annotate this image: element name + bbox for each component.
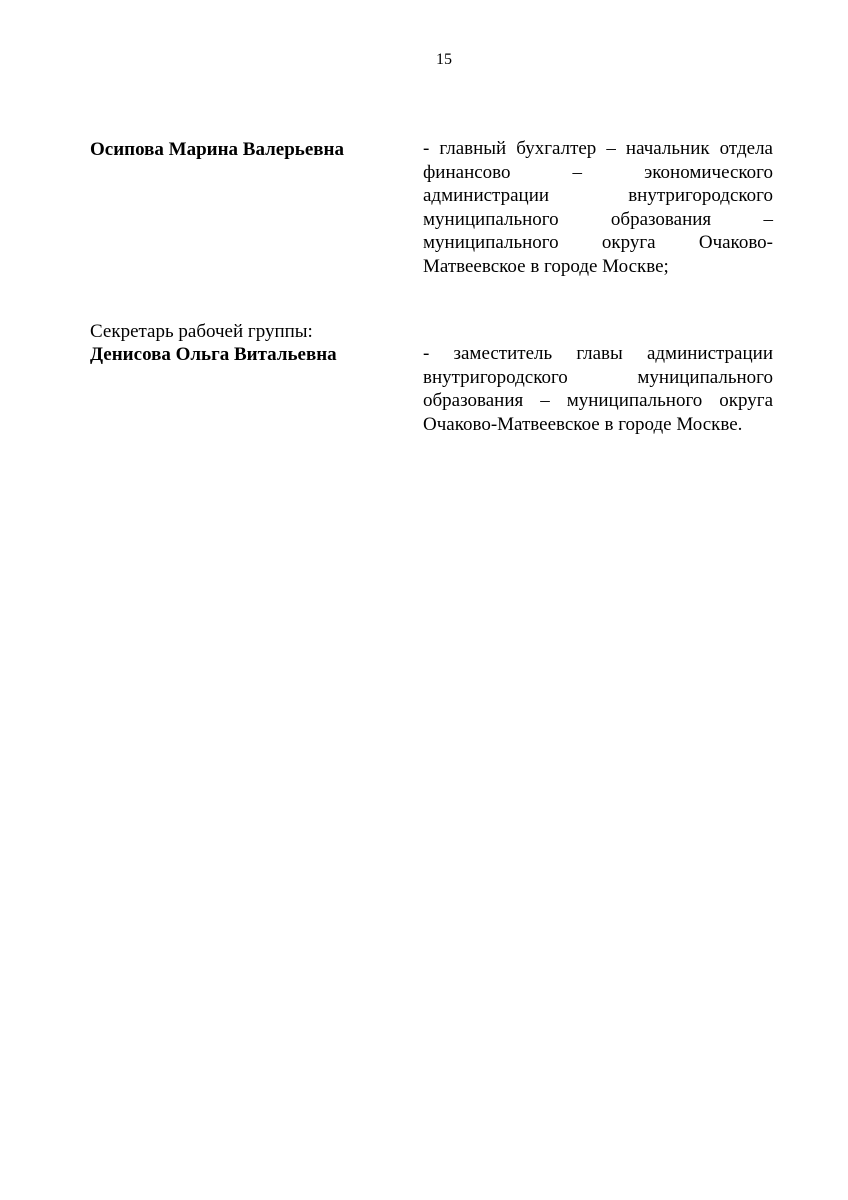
secretary-label: Секретарь рабочей группы: (90, 321, 313, 342)
member-name: Осипова Марина Валерьевна (90, 139, 344, 160)
description-line: муниципального округа Очаково- (423, 232, 773, 254)
member-description (423, 137, 773, 279)
description-line: муниципального образования – (423, 208, 773, 230)
description-line: Очаково-Матвеевское в городе Москве. (423, 413, 743, 435)
secretary-description (423, 342, 773, 436)
description-line: администрации внутригородского (423, 185, 773, 207)
description-line: внутригородского муниципального (423, 366, 773, 388)
description-line: финансово – экономического (423, 161, 773, 183)
description-line: образования – муниципального округа (423, 390, 773, 412)
description-line: - заместитель главы администрации (423, 343, 773, 364)
page-number: 15 (436, 51, 452, 68)
description-line: - главный бухгалтер – начальник отдела (423, 138, 773, 159)
description-line: Матвеевское в городе Москве; (423, 255, 669, 277)
secretary-name: Денисова Ольга Витальевна (90, 344, 337, 365)
